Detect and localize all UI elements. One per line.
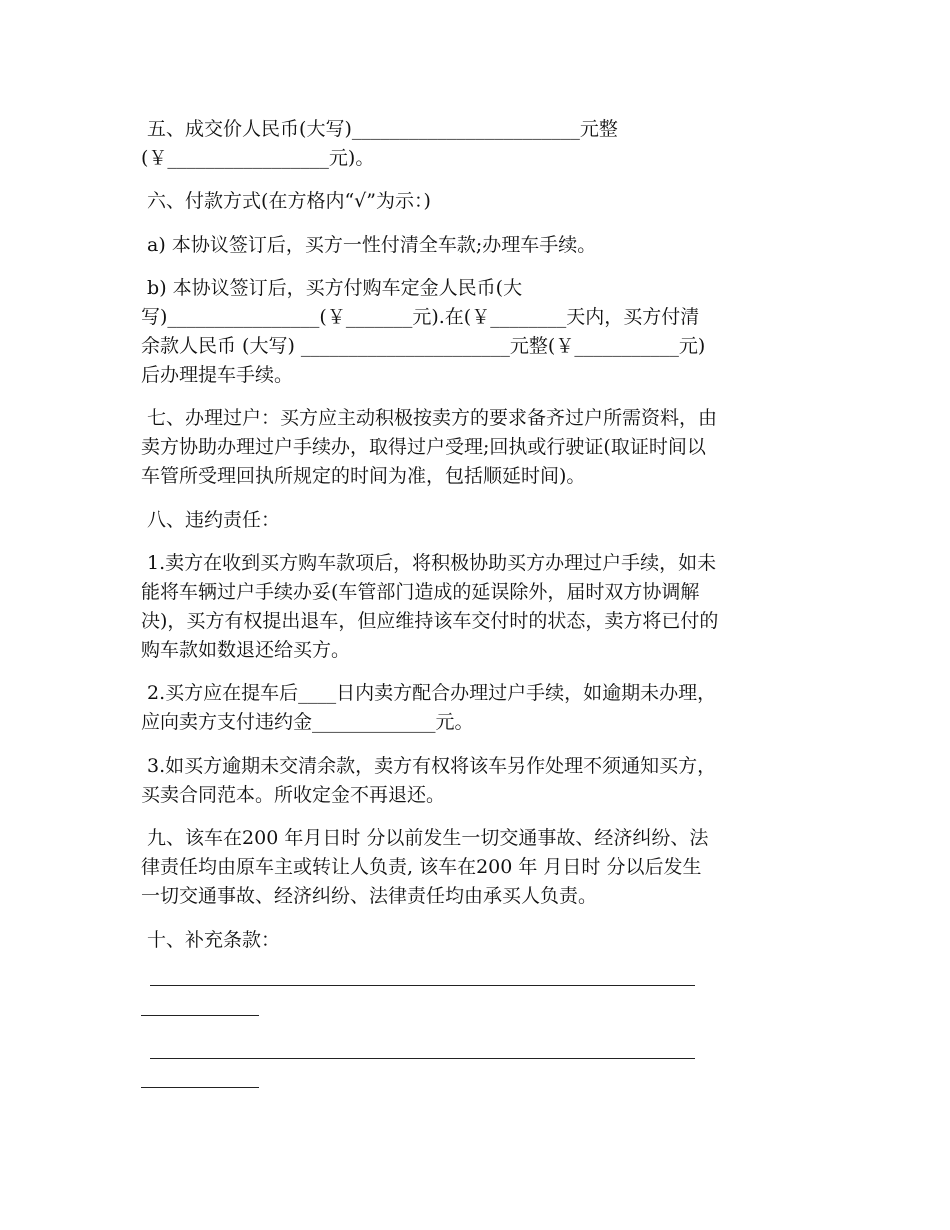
clause-9-line-3: 一切交通事故、经济纠纷、法律责任均由承买人负责。 [141,885,598,907]
clause-6-option-b-line-3: 余款人民币 (大写) ______________________元整(￥___________元) [141,335,706,357]
clause-5-price-figures: (￥_________________元)。 [141,147,375,169]
clause-8-item-2-line-2: 应向卖方支付违约金_____________元。 [141,711,474,733]
clause-8-item-3-line-2: 买卖合同范本。所收定金不再退还。 [141,784,446,806]
clause-9-line-2: 律责任均由原车主或转让人负责, 该车在200 年 月日时 分以后发生 [141,856,702,878]
supplement-blank-line-2b [141,1087,259,1088]
supplement-blank-line-2a [150,1058,695,1059]
supplement-blank-line-1b [141,1015,259,1016]
clause-6-option-b-line-4: 后办理提车手续。 [141,364,294,386]
clause-6-payment-heading: 六、付款方式(在方格内“√”为示：) [141,190,431,212]
clause-8-item-1-line-2: 能将车辆过户手续办妥(车管部门造成的延误除外，届时双方协调解 [141,581,700,603]
clause-8-item-1-line-3: 决)，买方有权提出退车，但应维持该车交付时的状态，卖方将已付的 [141,610,719,632]
clause-6-option-b-line-1: b) 本协议签订后，买方付购车定金人民币(大 [141,277,523,299]
clause-8-item-1-line-1: 1.卖方在收到买方购车款项后，将积极协助买方办理过户手续，如未 [141,552,717,574]
clause-7-transfer-line-3: 车管所受理回执所规定的时间为准，包括顺延时间)。 [141,465,586,487]
clause-9-line-1: 九、该车在200 年月日时 分以前发生一切交通事故、经济纠纷、法 [141,827,709,849]
clause-6-option-b-line-2: 写)________________(￥_______元).在(￥________天内，买方付清 [141,306,700,328]
clause-10-heading: 十、补充条款： [141,929,281,951]
clause-7-transfer-line-1: 七、办理过户：买方应主动积极按卖方的要求备齐过户所需资料，由 [141,407,718,429]
supplement-blank-line-1a [150,985,695,986]
clause-8-item-1-line-4: 购车款如数退还给买方。 [141,639,351,661]
clause-6-option-a: a) 本协议签订后，买方一性付清全车款;办理车手续。 [141,234,597,256]
clause-8-liability-heading: 八、违约责任： [141,509,281,531]
clause-5-price: 五、成交价人民币(大写)________________________元整 [141,118,618,140]
clause-8-item-2-line-1: 2.买方应在提车后____日内卖方配合办理过户手续，如逾期未办理， [141,682,717,704]
clause-7-transfer-line-2: 卖方协助办理过户手续办，取得过户受理;回执或行驶证(取证时间以 [141,436,706,458]
clause-8-item-3-line-1: 3.如买方逾期未交清余款，卖方有权将该车另作处理不须通知买方， [141,755,717,777]
